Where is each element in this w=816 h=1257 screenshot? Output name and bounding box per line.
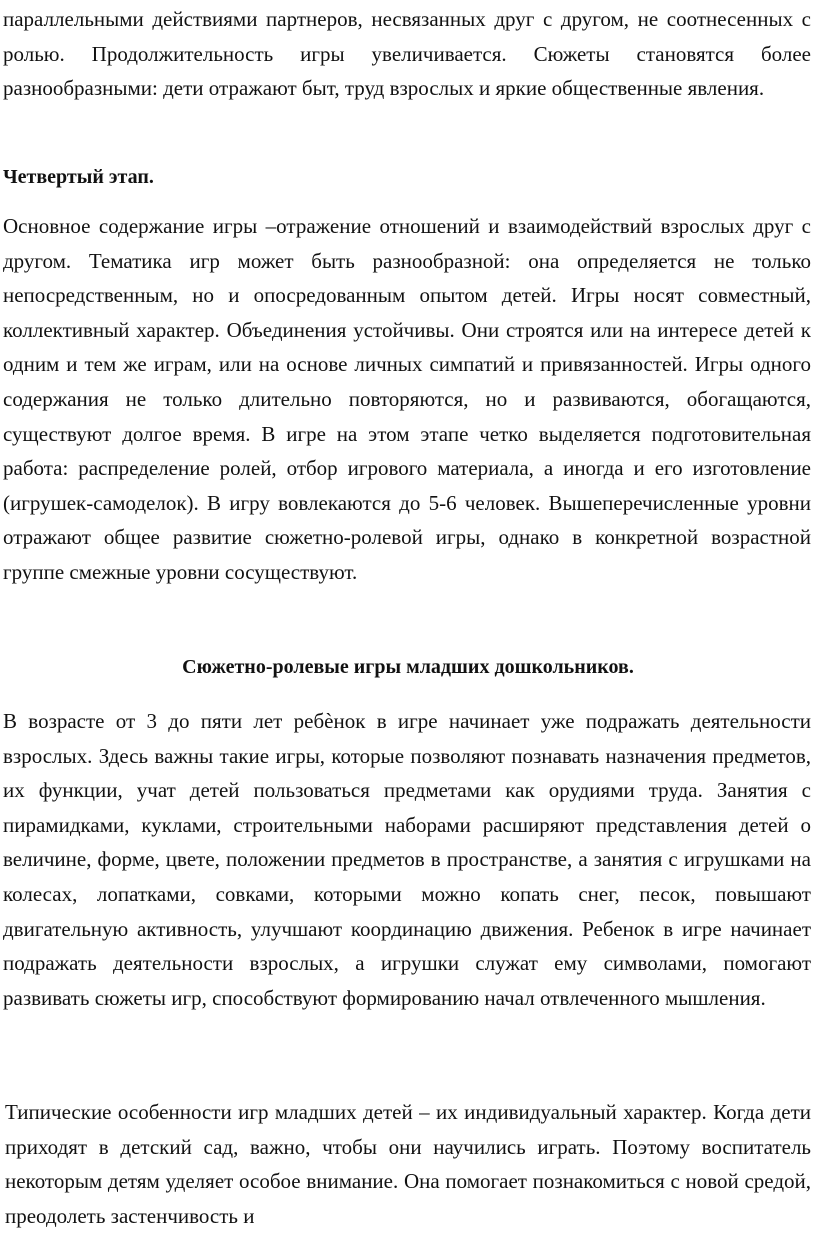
intro-paragraph: параллельными действиями партнеров, несвязанных друг с другом, не соотнесенных с ролью. Продолжительность игры увеличивается. Сюжеты становятся более разнообразными: дети отражают быт, труд взрослых и яркие общественные явления.: [3, 7, 811, 101]
section-heading: Сюжетно-ролевые игры младших дошкольников.: [182, 656, 634, 678]
stage-heading: Четвертый этап.: [3, 166, 154, 188]
section-paragraph: В возрасте от 3 до пяти лет ребѐнок в игре начинает уже подражать деятельности взрослых. Здесь важны такие игры, которые позволяют познавать назначения предметов, их функции, учат детей пользоваться предметами как орудиями труда. Занятия с пирамидками, куклами, строительными наборами расширяют представления детей о величине, форме, цвете, положении предметов в пространстве, а занятия с игрушками на колесах, лопатками, совками, которыми можно копать снег, песок, повышают двигательную активность, улучшают координацию движения. Ребенок в игре начинает подражать деятельности взрослых, а игрушки служат ему символами, помогают развивать сюжеты игр, способствуют формированию начал отвлеченного мышления.: [3, 709, 811, 1010]
final-paragraph: Типические особенности игр младших детей – их индивидуальный характер. Когда дети приходят в детский сад, важно, чтобы они научились играть. Поэтому воспитатель некоторым детям уделяет особое внимание. Она помогает познакомиться с новой средой, преодолеть застенчивость и: [5, 1100, 811, 1228]
stage-paragraph: Основное содержание игры –отражение отношений и взаимодействий взрослых друг с другом. Тематика игр может быть разнообразной: она определяется не только непосредственным, но и опосредованным опытом детей. Игры носят совместный, коллективный характер. Объединения устойчивы. Они строятся или на интересе детей к одним и тем же играм, или на основе личных симпатий и привязанностей. Игры одного содержания не только длительно повторяются, но и развиваются, обогащаются, существуют долгое время. В игре на этом этапе четко выделяется подготовительная работа: распределение ролей, отбор игрового материала, а иногда и его изготовление (игрушек-самоделок). В игру вовлекаются до 5-6 человек. Вышеперечисленные уровни отражают общее развитие сюжетно-ролевой игры, однако в конкретной возрастной группе смежные уровни сосуществуют.: [3, 214, 811, 584]
